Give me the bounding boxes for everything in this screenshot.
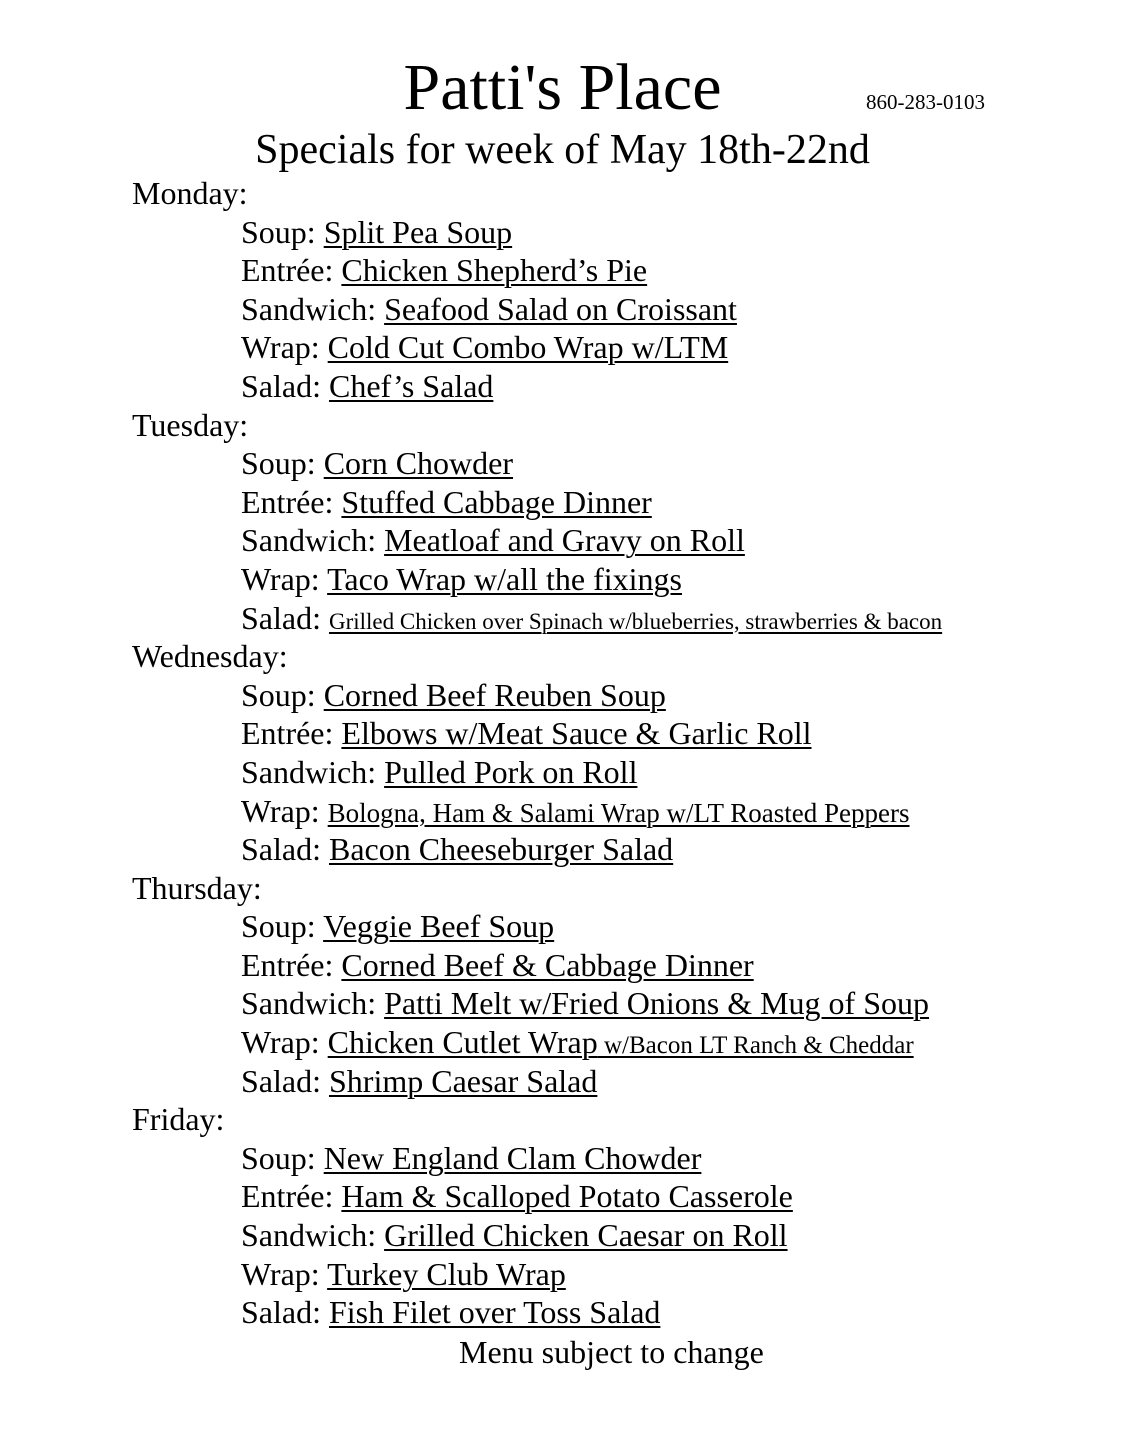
menu-item-dish <box>384 1217 787 1253</box>
menu-item-dish-name: Turkey Club Wrap <box>327 1255 566 1292</box>
menu-item-dish-name: Patti Melt w/Fried Onions & Mug of Soup <box>384 985 929 1022</box>
menu-item <box>241 560 1125 599</box>
menu-item-dish <box>324 1140 702 1176</box>
menu-item-category: Entrée: <box>241 1178 334 1215</box>
menu-item-category: Sandwich: <box>241 1217 377 1254</box>
menu-item-category: Salad: <box>241 1062 321 1099</box>
day-heading: Friday: <box>132 1101 225 1138</box>
menu-item-dish <box>341 484 651 520</box>
menu-item-dish-name: Chef’s Salad <box>328 367 494 404</box>
day-section <box>0 1100 1125 1332</box>
menu-item <box>241 1062 1125 1101</box>
menu-item-category: Sandwich: <box>241 290 377 327</box>
menu-item-dish <box>327 1256 566 1292</box>
menu-item-dish <box>329 609 942 634</box>
menu-item-dish <box>323 908 554 944</box>
menu-item-dish <box>341 947 753 983</box>
menu-item-dish-name: Corned Beef & Cabbage Dinner <box>341 946 754 983</box>
menu-item-dish-name: Chicken Shepherd’s Pie <box>341 252 648 289</box>
menu-item <box>241 483 1125 522</box>
menu-item-dish-name: New England Clam Chowder <box>323 1139 702 1176</box>
menu-item-category: Sandwich: <box>241 753 377 790</box>
menu-item-category: Soup: <box>241 676 316 713</box>
menu-item-category: Soup: <box>241 1139 316 1176</box>
menu-item-category: Entrée: <box>241 483 334 520</box>
menu-item-category: Entrée: <box>241 946 334 983</box>
day-heading: Thursday: <box>132 869 262 906</box>
menu-item <box>241 676 1125 715</box>
menu-item <box>241 792 1125 831</box>
menu-item <box>241 1216 1125 1255</box>
menu-item-dish <box>328 1024 914 1060</box>
menu-item-dish <box>384 985 929 1021</box>
menu-item <box>241 830 1125 869</box>
menu-item <box>241 251 1125 290</box>
menu-item-dish-name: Grilled Chicken over Spinach w/blueberries, strawberries & bacon <box>328 608 943 634</box>
menu-item-dish-name: Elbows w/Meat Sauce & Garlic Roll <box>341 715 812 752</box>
page-title: Patti's Place <box>403 51 722 124</box>
day-section <box>0 637 1125 869</box>
menu-item <box>241 599 1125 638</box>
menu-item-dish <box>324 445 513 481</box>
menu-item-dish <box>384 522 745 558</box>
menu-item <box>241 907 1125 946</box>
menu-item-dish-name: Taco Wrap w/all the fixings <box>327 560 682 597</box>
page-subtitle: Specials for week of May 18th-22nd <box>255 127 870 173</box>
menu-item <box>241 1293 1125 1332</box>
menu-item-dish-name: Cold Cut Combo Wrap w/LTM <box>327 329 729 366</box>
menu-item-dish <box>384 291 737 327</box>
menu-item <box>241 984 1125 1023</box>
menu-item-dish-extras: w/Bacon LT Ranch & Cheddar <box>597 1032 914 1060</box>
menu-item-category: Soup: <box>241 213 316 250</box>
menu-item-category: Sandwich: <box>241 522 377 559</box>
menu-item-category: Entrée: <box>241 715 334 752</box>
menu-item <box>241 290 1125 329</box>
menu-item-dish-name: Stuffed Cabbage Dinner <box>341 483 652 520</box>
day-heading: Monday: <box>132 175 248 211</box>
menu-item-dish <box>324 214 512 250</box>
menu-item-dish <box>341 252 647 288</box>
menu-item-category: Wrap: <box>241 1024 320 1061</box>
day-section <box>0 406 1125 638</box>
menu-item-dish <box>328 329 729 365</box>
menu-item <box>241 1255 1125 1294</box>
menu-item-dish-name: Bologna, Ham & Salami Wrap w/LT Roasted Peppers <box>327 797 910 828</box>
menu-item <box>241 1023 1125 1062</box>
menu-item-category: Sandwich: <box>241 985 377 1022</box>
menu-item-dish <box>329 1294 660 1330</box>
menu-item-dish-name: Grilled Chicken Caesar on Roll <box>384 1217 788 1254</box>
menu-item-category: Wrap: <box>241 329 320 366</box>
menu-item <box>241 521 1125 560</box>
menu-item-category: Soup: <box>241 445 316 482</box>
menu-item-category: Wrap: <box>241 1255 320 1292</box>
menu-item-dish-name: Pulled Pork on Roll <box>384 753 638 790</box>
day-heading: Tuesday: <box>132 406 249 443</box>
menu-item-category: Salad: <box>241 1294 321 1331</box>
menu-item <box>241 1177 1125 1216</box>
menu-item-dish-name: Shrimp Caesar Salad <box>328 1062 598 1099</box>
day-section <box>0 174 1125 406</box>
menu-item-dish-name: Corn Chowder <box>323 445 513 482</box>
menu-item-dish-name: Split Pea Soup <box>323 213 513 250</box>
menu-item-dish <box>329 831 673 867</box>
menu-item-dish <box>324 677 666 713</box>
menu-item <box>241 328 1125 367</box>
menu-item <box>241 946 1125 985</box>
menu-item <box>241 444 1125 483</box>
menu-item-dish-name: Fish Filet over Toss Salad <box>328 1294 661 1331</box>
menu-item <box>241 753 1125 792</box>
menu-item-category: Soup: <box>241 908 316 945</box>
menu-item-dish-name: Corned Beef Reuben Soup <box>323 676 666 713</box>
weekly-specials <box>0 174 1125 1332</box>
menu-item-dish <box>341 715 811 751</box>
menu-item-dish <box>384 754 637 790</box>
menu-item-dish <box>328 798 910 828</box>
menu-item <box>241 213 1125 252</box>
menu-item-dish-name: Chicken Cutlet Wrap <box>327 1024 598 1061</box>
menu-item-dish-name: Meatloaf and Gravy on Roll <box>384 522 745 559</box>
menu-item-category: Salad: <box>241 599 321 636</box>
day-section <box>0 869 1125 1101</box>
menu-item <box>241 714 1125 753</box>
menu-item-category: Salad: <box>241 367 321 404</box>
menu-item-category: Wrap: <box>241 560 320 597</box>
day-heading: Wednesday: <box>132 638 288 675</box>
menu-item-dish-name: Bacon Cheeseburger Salad <box>328 831 674 868</box>
menu-item-dish <box>329 368 493 404</box>
menu-item <box>241 367 1125 406</box>
menu-item-dish-name: Veggie Beef Soup <box>323 908 555 945</box>
menu-item-dish <box>341 1178 792 1214</box>
menu-item-category: Wrap: <box>241 792 320 829</box>
menu-item-dish <box>327 561 682 597</box>
menu-item-category: Salad: <box>241 831 321 868</box>
menu-item-category: Entrée: <box>241 252 334 289</box>
menu-item-dish-name: Ham & Scalloped Potato Casserole <box>341 1178 793 1215</box>
menu-item-dish-name: Seafood Salad on Croissant <box>384 290 737 327</box>
footer-note: Menu subject to change <box>459 1334 764 1370</box>
phone-number: 860-283-0103 <box>866 90 985 114</box>
menu-item-dish <box>329 1063 597 1099</box>
menu-item <box>241 1139 1125 1178</box>
